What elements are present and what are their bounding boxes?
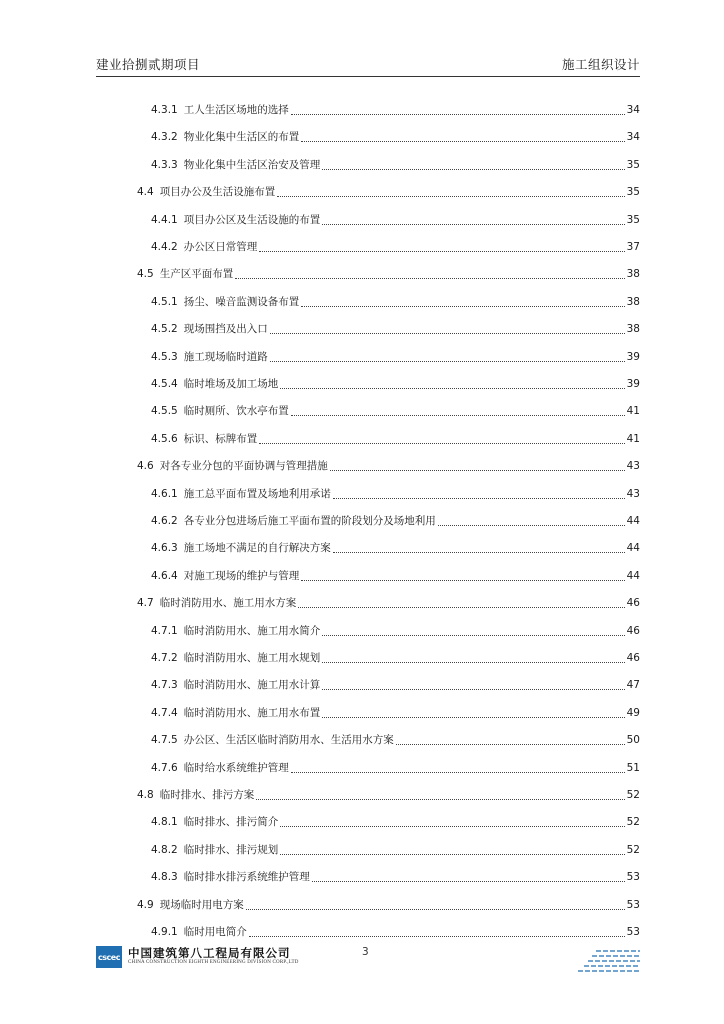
toc-entry-page: 46: [626, 652, 640, 664]
toc-entry[interactable]: [137, 265, 640, 283]
company-name-english: CHINA CONSTRUCTION EIGHTH ENGINEERING DIVISION CORP.,LTD: [128, 960, 299, 965]
toc-entry-page: 41: [626, 432, 640, 445]
header-project-title: 建业拾捌贰期项目: [96, 57, 201, 72]
toc-entry-number: 4.7.6: [151, 761, 178, 774]
toc-entry-title: 物业化集中生活区治安及管理: [183, 158, 321, 171]
toc-entry[interactable]: [151, 841, 640, 859]
toc-entry-page: 43: [626, 460, 640, 473]
toc-entry[interactable]: [151, 622, 640, 640]
toc-entry-page: 49: [626, 706, 640, 719]
toc-entry[interactable]: [151, 731, 640, 749]
toc-entry[interactable]: [137, 896, 640, 914]
toc-entry-number: 4.6.3: [151, 542, 178, 555]
toc-entry[interactable]: [137, 594, 640, 612]
toc-entry-title: 临时消防用水、施工用水规划: [183, 652, 321, 664]
toc-entry[interactable]: [151, 320, 640, 338]
toc-entry[interactable]: [151, 485, 640, 503]
toc-leader-dots: [277, 196, 624, 197]
toc-entry-title: 现场临时用电方案: [159, 898, 244, 911]
toc-entry[interactable]: [151, 539, 640, 557]
toc-entry-number: 4.3.1: [151, 104, 178, 116]
toc-entry-title: 对施工现场的维护与管理: [183, 569, 300, 582]
toc-entry-number: 4.5.1: [151, 295, 178, 308]
toc-entry[interactable]: [151, 211, 640, 229]
toc-entry-title: 生产区平面布置: [159, 268, 234, 281]
toc-entry-number: 4.4.2: [151, 241, 178, 253]
toc-entry-number: 4.7: [137, 597, 154, 610]
toc-entry-title: 临时消防用水、施工用水简介: [183, 624, 321, 637]
toc-entry-page: 39: [626, 350, 640, 363]
toc-entry-page: 35: [626, 158, 640, 171]
toc-entry-page: 44: [626, 569, 640, 582]
toc-entry-page: 50: [626, 734, 640, 747]
toc-entry-title: 临时消防用水、施工用水布置: [183, 706, 321, 719]
toc-leader-dots: [298, 607, 624, 608]
toc-leader-dots: [330, 470, 625, 471]
toc-entry-page: 38: [626, 295, 640, 308]
toc-entry-title: 临时给水系统维护管理: [183, 761, 289, 774]
toc-entry-number: 4.5: [137, 268, 154, 281]
toc-entry-number: 4.6.2: [151, 515, 178, 527]
toc-entry[interactable]: [151, 238, 640, 256]
toc-leader-dots: [301, 141, 624, 142]
toc-entry[interactable]: [151, 430, 640, 448]
page-header: [96, 54, 640, 77]
toc-entry-number: 4.5.4: [151, 378, 178, 390]
toc-entry-number: 4.8.1: [151, 816, 178, 829]
toc-leader-dots: [259, 443, 624, 444]
toc-entry-page: 52: [626, 843, 640, 856]
toc-entry[interactable]: [151, 567, 640, 585]
toc-entry-page: 44: [626, 515, 640, 527]
toc-leader-dots: [322, 662, 624, 663]
toc-entry-title: 物业化集中生活区的布置: [183, 131, 300, 144]
toc-leader-dots: [291, 415, 625, 416]
toc-entry-page: 52: [626, 789, 640, 801]
toc-entry[interactable]: [151, 649, 640, 667]
company-logo-text: cscec: [98, 952, 120, 962]
toc-leader-dots: [322, 717, 624, 718]
toc-entry-title: 临时排水、排污简介: [183, 816, 279, 829]
toc-leader-dots: [333, 552, 625, 553]
toc-leader-dots: [270, 361, 625, 362]
toc-entry-number: 4.9.1: [151, 926, 178, 938]
toc-entry-number: 4.6.1: [151, 487, 178, 500]
toc-entry-title: 临时排水排污系统维护管理: [183, 871, 310, 884]
toc-entry-number: 4.9: [137, 898, 154, 911]
toc-entry-number: 4.5.5: [151, 405, 178, 418]
toc-entry-page: 47: [626, 679, 640, 692]
toc-entry-title: 项目办公及生活设施布置: [159, 186, 276, 199]
decorative-stripe-icon: [578, 948, 640, 974]
toc-entry[interactable]: [151, 293, 640, 311]
toc-entry-number: 4.8.2: [151, 843, 178, 856]
toc-entry-number: 4.7.1: [151, 624, 178, 637]
toc-entry-number: 4.7.3: [151, 679, 178, 692]
toc-entry-page: 34: [626, 131, 640, 144]
toc-entry-page: 53: [626, 898, 640, 911]
toc-entry[interactable]: [151, 676, 640, 694]
toc-entry-title: 施工场地不满足的自行解决方案: [183, 542, 331, 555]
toc-leader-dots: [256, 799, 624, 800]
toc-entry-number: 4.8.3: [151, 871, 178, 884]
toc-entry-page: 51: [626, 761, 640, 774]
toc-entry-number: 4.4.1: [151, 213, 178, 226]
toc-entry-page: 44: [626, 542, 640, 555]
toc-entry[interactable]: [151, 868, 640, 886]
toc-entry-title: 施工总平面布置及场地利用承诺: [183, 487, 331, 500]
toc-entry-page: 38: [626, 268, 640, 281]
toc-entry-page: 35: [626, 186, 640, 199]
toc-leader-dots: [280, 826, 624, 827]
toc-entry[interactable]: [151, 348, 640, 366]
toc-entry-number: 4.5.3: [151, 350, 178, 363]
toc-entry-page: 34: [626, 104, 640, 116]
toc-entry-number: 4.7.2: [151, 652, 178, 664]
toc-entry-title: 施工现场临时道路: [183, 350, 268, 363]
page-footer: [0, 940, 724, 980]
toc-entry-page: 52: [626, 816, 640, 829]
toc-entry-page: 43: [626, 487, 640, 500]
toc-entry-title: 扬尘、噪音监测设备布置: [183, 295, 300, 308]
toc-entry-page: 37: [626, 241, 640, 253]
toc-leader-dots: [312, 881, 625, 882]
toc-leader-dots: [322, 169, 624, 170]
toc-leader-dots: [396, 744, 625, 745]
toc-entry[interactable]: [151, 375, 640, 393]
company-name-chinese: 中国建筑第八工程局有限公司: [128, 946, 291, 960]
toc-entry-page: 35: [626, 213, 640, 226]
toc-entry[interactable]: [151, 704, 640, 722]
toc-entry[interactable]: [137, 786, 640, 804]
toc-entry-number: 4.8: [137, 789, 154, 801]
toc-entry-title: 对各专业分包的平面协调与管理措施: [159, 460, 328, 473]
toc-entry-title: 临时排水、排污方案: [159, 789, 255, 801]
toc-entry-number: 4.7.4: [151, 706, 178, 719]
toc-entry-title: 临时厕所、饮水亭布置: [183, 405, 289, 418]
toc-entry[interactable]: [151, 923, 640, 941]
toc-entry-title: 临时堆场及加工场地: [183, 378, 279, 390]
toc-entry-title: 标识、标牌布置: [183, 432, 258, 445]
toc-entry-number: 4.4: [137, 186, 154, 199]
toc-entry[interactable]: [151, 512, 640, 530]
toc-entry[interactable]: [151, 759, 640, 777]
toc-entry-page: 39: [626, 378, 640, 390]
toc-leader-dots: [322, 224, 624, 225]
page-number: 3: [362, 946, 369, 958]
toc-entry-title: 临时用电简介: [183, 926, 247, 938]
toc-leader-dots: [249, 936, 625, 937]
toc-leader-dots: [438, 525, 625, 526]
toc-entry-page: 38: [626, 323, 640, 336]
toc-entry-title: 临时消防用水、施工用水方案: [159, 597, 297, 610]
toc-entry[interactable]: [151, 156, 640, 174]
toc-leader-dots: [301, 306, 624, 307]
toc-entry-number: 4.7.5: [151, 734, 178, 747]
toc-leader-dots: [301, 580, 624, 581]
toc-entry-title: 办公区、生活区临时消防用水、生活用水方案: [183, 734, 394, 747]
toc-entry-number: 4.3.3: [151, 158, 178, 171]
toc-entry[interactable]: [151, 402, 640, 420]
toc-entry-page: 46: [626, 597, 640, 610]
toc-leader-dots: [291, 772, 625, 773]
toc-leader-dots: [280, 854, 624, 855]
toc-leader-dots: [235, 278, 624, 279]
toc-entry-title: 工人生活区场地的选择: [183, 104, 289, 116]
toc-entry-number: 4.5.6: [151, 432, 178, 445]
toc-entry-page: 53: [626, 871, 640, 884]
toc-leader-dots: [291, 114, 625, 115]
toc-leader-dots: [322, 635, 624, 636]
toc-leader-dots: [259, 251, 624, 252]
toc-entry-title: 现场围挡及出入口: [183, 323, 268, 336]
toc-leader-dots: [333, 498, 625, 499]
toc-entry-page: 53: [626, 926, 640, 938]
company-logo: [96, 946, 122, 968]
header-document-title: 施工组织设计: [561, 57, 640, 72]
toc-entry[interactable]: [151, 128, 640, 146]
toc-leader-dots: [322, 689, 624, 690]
toc-entry-number: 4.6.4: [151, 569, 178, 582]
toc-entry-page: 41: [626, 405, 640, 418]
toc-entry-page: 46: [626, 624, 640, 637]
toc-entry-title: 项目办公区及生活设施的布置: [183, 213, 321, 226]
toc-entry-number: 4.3.2: [151, 131, 178, 144]
toc-leader-dots: [280, 388, 624, 389]
toc-entry-title: 临时排水、排污规划: [183, 843, 279, 856]
toc-entry-number: 4.6: [137, 460, 154, 473]
toc-leader-dots: [246, 909, 625, 910]
toc-leader-dots: [270, 333, 625, 334]
toc-entry-title: 办公区日常管理: [183, 241, 258, 253]
toc-entry[interactable]: [137, 457, 640, 475]
toc-entry-title: 临时消防用水、施工用水计算: [183, 679, 321, 692]
toc-entry[interactable]: [137, 183, 640, 201]
toc-entry[interactable]: [151, 813, 640, 831]
toc-entry-title: 各专业分包进场后施工平面布置的阶段划分及场地利用: [183, 515, 436, 527]
toc-entry-number: 4.5.2: [151, 323, 178, 336]
toc-entry[interactable]: [151, 101, 640, 119]
